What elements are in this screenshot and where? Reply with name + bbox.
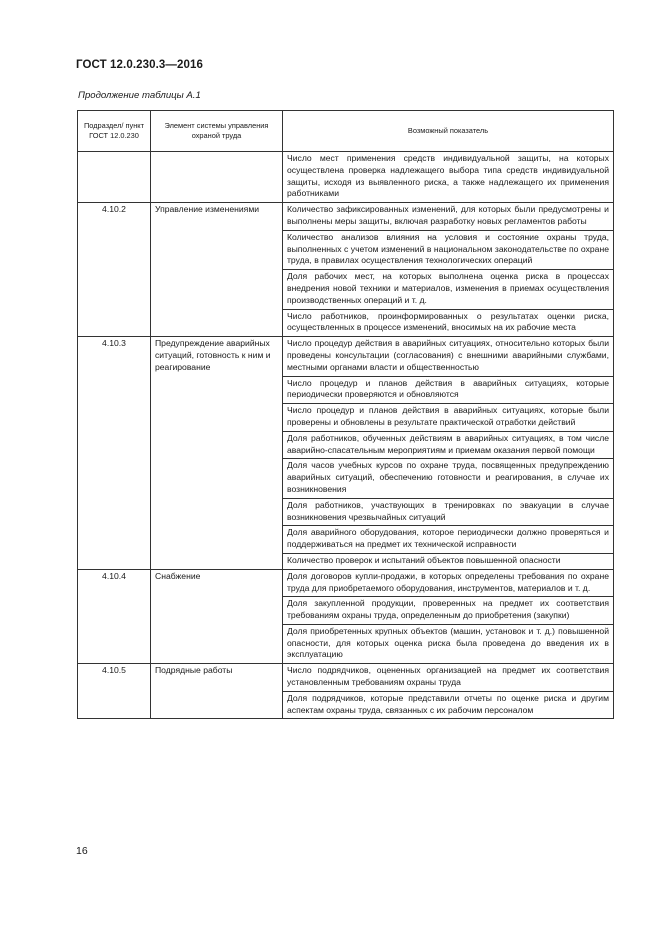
indicator-cell: Число процедур и планов действия в аварийных ситуациях, которые были проверены и обновлены в результате практической отработки действий [283,404,614,432]
column-header-element: Элемент системы управления охраной труда [151,111,283,152]
table-row [78,569,614,597]
table-row [78,664,614,692]
indicator-cell: Число процедур и планов действия в аварийных ситуациях, которые периодически проверяются и обновляются [283,376,614,404]
section-cell: 4.10.5 [78,664,151,719]
element-cell: Подрядные работы [151,664,283,719]
table-header-row [78,111,614,152]
table-row [78,203,614,231]
page-number: 16 [76,845,88,857]
column-header-indicator: Возможный показатель [283,111,614,152]
indicator-cell: Доля подрядчиков, которые представили отчеты по оценке риска и другим аспектам охраны труда, связанных с их рабочим персоналом [283,691,614,719]
table-caption: Продолжение таблицы А.1 [78,90,201,101]
indicator-cell: Доля часов учебных курсов по охране труда, посвященных предупреждению аварийных ситуаций, обеспечению готовности и реагирования, в случае их возникновения [283,459,614,498]
section-cell: 4.10.2 [78,203,151,337]
indicators-table [77,110,614,719]
indicator-cell: Число подрядчиков, оцененных организацией на предмет их соответствия установленным требованиям охраны труда [283,664,614,692]
indicator-cell: Доля закупленной продукции, проверенных на предмет их соответствия требованиям охраны труда, определенным до приобретения (закупки) [283,597,614,625]
indicator-cell: Число мест применения средств индивидуальной защиты, на которых осуществлена проверка надлежащего выбора типа средств индивидуальной защиты, исходя из выявленного риска, а также надлежащего их применения работниками [283,152,614,203]
column-header-section: Подраздел/ пункт ГОСТ 12.0.230 [78,111,151,152]
indicator-cell: Доля рабочих мест, на которых выполнена оценка риска в процессах внедрения новой техники и материалов, изменения в приемах осуществления производственных операций и т. д. [283,270,614,309]
indicator-cell: Доля договоров купли-продажи, в которых определены требования по охране труда для приобретаемого оборудования, инструментов, материалов и т. д. [283,569,614,597]
table-row [78,152,614,203]
section-cell: 4.10.3 [78,337,151,570]
table-body [78,152,614,719]
indicator-cell: Доля аварийного оборудования, которое периодически должно проверяться и поддерживаться на предмет их технической исправности [283,526,614,554]
section-cell [78,152,151,203]
indicator-cell: Количество анализов влияния на условия и состояние охраны труда, выполненных с учетом изменений в национальном законодательстве по охране труда, в правилах осуществления технологических операций [283,230,614,269]
element-cell [151,152,283,203]
indicator-cell: Количество зафиксированных изменений, для которых были предусмотрены и выполнены меры защиты, включая разработку новых регламентов работы [283,203,614,231]
element-cell: Предупреждение аварийных ситуаций, готовность к ним и реагирование [151,337,283,570]
element-cell: Управление изменениями [151,203,283,337]
element-cell: Снабжение [151,569,283,664]
indicator-cell: Число работников, проинформированных о результатах оценки риска, осуществленных в процессе изменений, вносимых на их рабочие места [283,309,614,337]
indicator-cell: Доля работников, обученных действиям в аварийных ситуациях, в том числе аварийно-спасательным мероприятиям и приемам оказания первой помощи [283,431,614,459]
indicator-cell: Число процедур действия в аварийных ситуациях, относительно которых были проведены консультации (согласования) с внешними аварийными службами, местными органами власти и общественностью [283,337,614,376]
section-cell: 4.10.4 [78,569,151,664]
indicator-cell: Доля работников, участвующих в тренировках по эвакуации в случае возникновения чрезвычайных ситуаций [283,498,614,526]
indicator-cell: Количество проверок и испытаний объектов повышенной опасности [283,553,614,569]
document-header: ГОСТ 12.0.230.3—2016 [76,59,203,71]
table-row [78,337,614,376]
indicator-cell: Доля приобретенных крупных объектов (машин, установок и т. д.) повышенной опасности, для которых оценка риска была проведена до введения их в эксплуатацию [283,624,614,663]
